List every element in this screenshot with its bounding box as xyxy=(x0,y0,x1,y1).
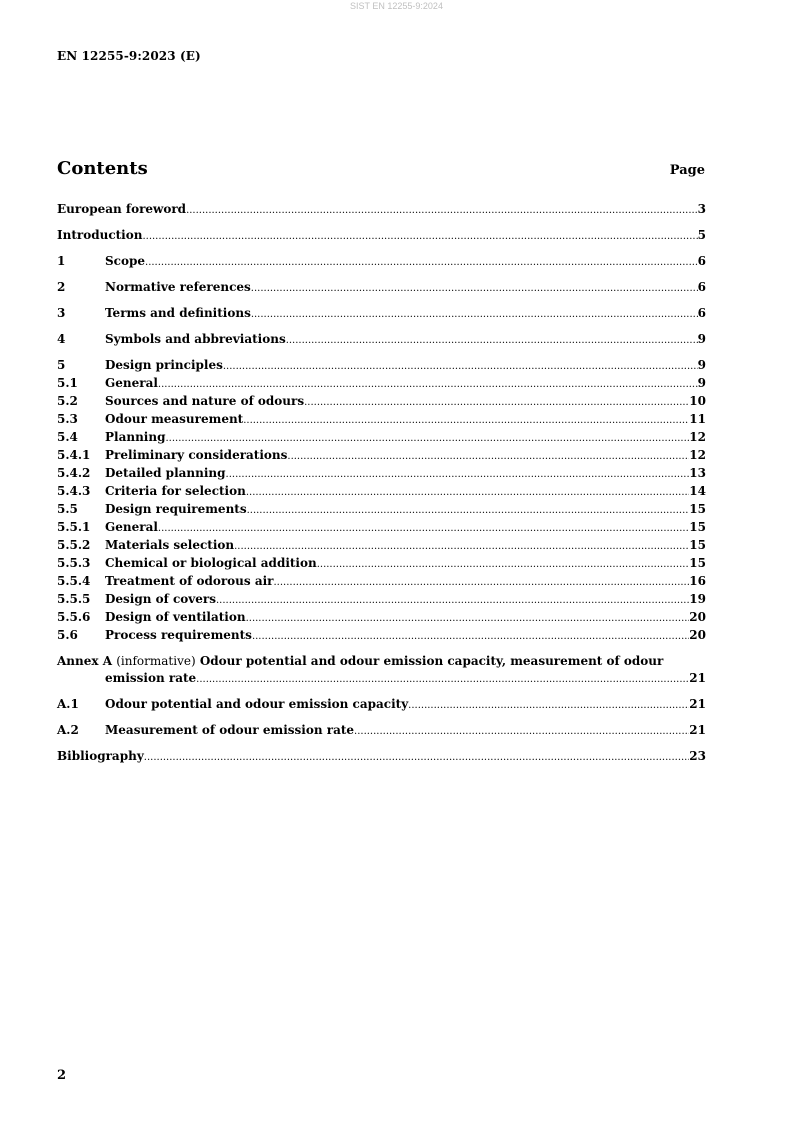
annex-heading xyxy=(57,653,706,670)
toc-leader xyxy=(158,519,689,537)
toc-page: 3 xyxy=(697,202,706,216)
toc-title: Sources and nature of odours xyxy=(105,394,305,408)
toc-entry-european-foreword[interactable] xyxy=(57,201,706,219)
toc-title: General xyxy=(105,520,158,534)
toc-number: 4 xyxy=(57,332,66,346)
annex-title-line2: emission rate xyxy=(105,671,197,685)
toc-page: 15 xyxy=(689,556,706,570)
toc-number: 5.4.1 xyxy=(57,448,91,462)
toc-title: Measurement of odour emission rate xyxy=(105,723,355,737)
toc-number: 3 xyxy=(57,306,66,320)
toc-entry-normative-references[interactable] xyxy=(57,279,706,297)
toc-leader xyxy=(216,591,689,609)
toc-title: Design of covers xyxy=(105,592,216,606)
toc-page: 21 xyxy=(689,723,706,737)
toc-entry-5-5-3-chemical[interactable] xyxy=(57,555,706,573)
toc-title: Terms and definitions xyxy=(105,306,251,320)
toc-title: European foreword xyxy=(57,202,187,216)
annex-label: Annex A xyxy=(57,654,113,668)
toc-page: 16 xyxy=(689,574,706,588)
toc-entry-5-4-planning[interactable] xyxy=(57,429,706,447)
toc-page: 23 xyxy=(689,749,706,763)
toc-title: Symbols and abbreviations xyxy=(105,332,286,346)
toc-page: 20 xyxy=(689,628,706,642)
toc-title: Odour measurement xyxy=(105,412,244,426)
toc-entry-annex-a[interactable] xyxy=(57,653,706,688)
toc-entry-5-5-design-requirements[interactable] xyxy=(57,501,706,519)
toc-leader xyxy=(286,331,698,349)
toc-leader xyxy=(165,429,689,447)
toc-page: 9 xyxy=(697,376,706,390)
table-of-contents xyxy=(57,201,706,766)
toc-title: Preliminary considerations xyxy=(105,448,288,462)
toc-leader xyxy=(142,227,697,245)
toc-leader xyxy=(223,357,698,375)
toc-leader xyxy=(252,627,689,645)
toc-page: 6 xyxy=(697,280,706,294)
toc-leader xyxy=(246,483,689,501)
toc-entry-5-4-3-criteria[interactable] xyxy=(57,483,706,501)
toc-leader xyxy=(158,375,698,393)
toc-title: Treatment of odorous air xyxy=(105,574,274,588)
toc-number: 5.3 xyxy=(57,412,78,426)
toc-entry-5-4-2-detailed-planning[interactable] xyxy=(57,465,706,483)
toc-number: 5.1 xyxy=(57,376,78,390)
toc-number: A.1 xyxy=(57,697,79,711)
toc-leader xyxy=(226,465,690,483)
toc-title: Normative references xyxy=(105,280,251,294)
toc-page: 13 xyxy=(689,466,706,480)
toc-leader xyxy=(234,537,689,555)
toc-page: 21 xyxy=(689,671,706,685)
toc-entry-5-1-general[interactable] xyxy=(57,375,706,393)
toc-leader xyxy=(144,748,690,766)
toc-title: Materials selection xyxy=(105,538,235,552)
toc-title: Design principles xyxy=(105,358,223,372)
toc-entry-5-2-sources[interactable] xyxy=(57,393,706,411)
toc-title: Detailed planning xyxy=(105,466,226,480)
contents-title: Contents xyxy=(57,158,148,179)
toc-entry-5-5-1-general[interactable] xyxy=(57,519,706,537)
toc-entry-5-3-odour-measurement[interactable] xyxy=(57,411,706,429)
toc-entry-5-6-process-requirements[interactable] xyxy=(57,627,706,645)
toc-number: 2 xyxy=(57,280,66,294)
toc-entry-5-5-6-ventilation[interactable] xyxy=(57,609,706,627)
toc-title: Odour potential and odour emission capacity xyxy=(105,697,409,711)
toc-leader xyxy=(186,201,698,219)
toc-page: 15 xyxy=(689,502,706,516)
document-id: EN 12255-9:2023 (E) xyxy=(57,49,201,63)
toc-title: Scope xyxy=(105,254,146,268)
toc-leader xyxy=(317,555,690,573)
toc-leader xyxy=(246,609,690,627)
toc-number: 5 xyxy=(57,358,66,372)
toc-title: Bibliography xyxy=(57,749,144,763)
toc-title: General xyxy=(105,376,158,390)
toc-page: 15 xyxy=(689,538,706,552)
toc-leader xyxy=(196,670,689,688)
toc-title: Design requirements xyxy=(105,502,247,516)
toc-page: 10 xyxy=(689,394,706,408)
toc-number: 5.6 xyxy=(57,628,78,642)
toc-leader xyxy=(251,279,698,297)
toc-page: 21 xyxy=(689,697,706,711)
toc-leader xyxy=(274,573,690,591)
toc-page: 12 xyxy=(689,448,706,462)
toc-number: 1 xyxy=(57,254,66,268)
page-number: 2 xyxy=(57,1068,67,1083)
toc-number: 5.5.5 xyxy=(57,592,91,606)
toc-page: 19 xyxy=(689,592,706,606)
toc-entry-5-4-1-preliminary[interactable] xyxy=(57,447,706,465)
toc-number: 5.5.1 xyxy=(57,520,91,534)
toc-title: Design of ventilation xyxy=(105,610,246,624)
annex-informative: (informative) xyxy=(116,654,196,668)
toc-leader xyxy=(354,722,689,740)
toc-number: 5.2 xyxy=(57,394,78,408)
annex-title-line1: Odour potential and odour emission capacity, measurement of odour xyxy=(199,654,664,668)
toc-page: 9 xyxy=(697,358,706,372)
toc-number: A.2 xyxy=(57,723,79,737)
toc-entry-5-5-5-covers[interactable] xyxy=(57,591,706,609)
toc-page: 15 xyxy=(689,520,706,534)
toc-leader xyxy=(408,696,689,714)
toc-title: Planning xyxy=(105,430,166,444)
watermark: SIST EN 12255-9:2024 xyxy=(350,1,443,11)
toc-leader xyxy=(251,305,698,323)
toc-title: Chemical or biological addition xyxy=(105,556,317,570)
toc-entry-symbols-and-abbreviations[interactable] xyxy=(57,331,706,349)
toc-entry-5-5-2-materials[interactable] xyxy=(57,537,706,555)
toc-page: 14 xyxy=(689,484,706,498)
toc-page: 20 xyxy=(689,610,706,624)
toc-entry-bibliography[interactable] xyxy=(57,748,706,766)
toc-number: 5.5 xyxy=(57,502,78,516)
toc-entry-scope[interactable] xyxy=(57,253,706,271)
toc-entry-a-2[interactable] xyxy=(57,722,706,740)
toc-page: 5 xyxy=(697,228,706,242)
toc-entry-5-5-4-treatment[interactable] xyxy=(57,573,706,591)
toc-leader xyxy=(145,253,698,271)
toc-number: 5.5.4 xyxy=(57,574,91,588)
toc-number: 5.5.3 xyxy=(57,556,91,570)
toc-leader xyxy=(243,411,689,429)
toc-number: 5.5.6 xyxy=(57,610,91,624)
toc-entry-terms-and-definitions[interactable] xyxy=(57,305,706,323)
toc-entry-design-principles[interactable] xyxy=(57,357,706,375)
toc-page: 11 xyxy=(689,412,706,426)
toc-page: 6 xyxy=(697,254,706,268)
page-column-heading: Page xyxy=(669,163,705,178)
toc-page: 9 xyxy=(697,332,706,346)
toc-title: Process requirements xyxy=(105,628,252,642)
toc-number: 5.4.3 xyxy=(57,484,91,498)
toc-page: 12 xyxy=(689,430,706,444)
toc-leader xyxy=(247,501,690,519)
toc-entry-a-1[interactable] xyxy=(57,696,706,714)
toc-title: Criteria for selection xyxy=(105,484,246,498)
toc-leader xyxy=(287,447,689,465)
toc-title: Introduction xyxy=(57,228,143,242)
toc-page: 6 xyxy=(697,306,706,320)
toc-entry-introduction[interactable] xyxy=(57,227,706,245)
toc-leader xyxy=(304,393,689,411)
toc-number: 5.4.2 xyxy=(57,466,91,480)
annex-heading-continuation xyxy=(57,670,706,688)
toc-number: 5.4 xyxy=(57,430,78,444)
toc-number: 5.5.2 xyxy=(57,538,91,552)
